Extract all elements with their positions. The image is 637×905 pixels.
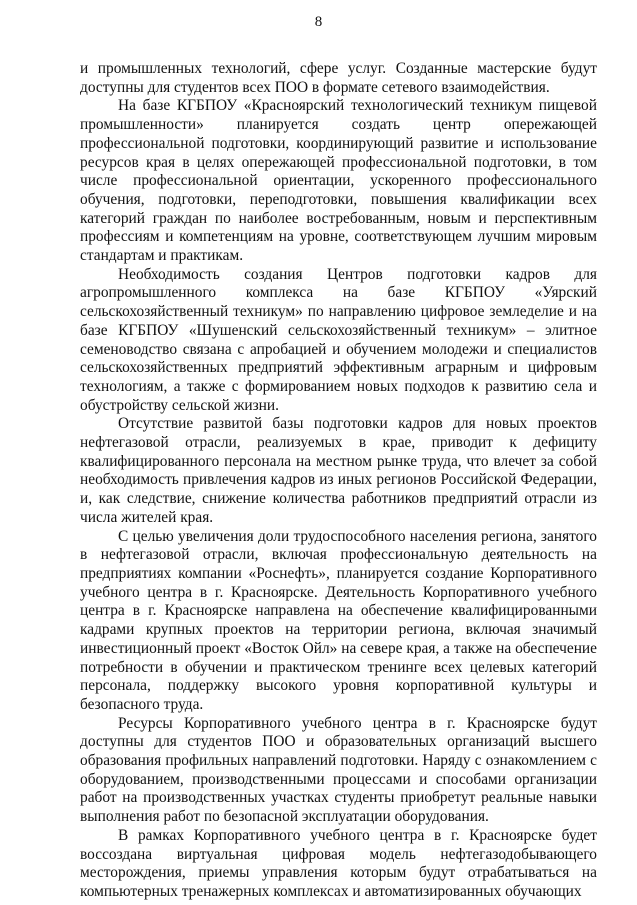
paragraph-education-center: На базе КГБПОУ «Красноярский технологический техникум пищевой промышленности» планируется создать центр опережающей профессиональной подготовки, координирующий развитие и использование ресурсов края в целях опережающей профессиональной подготовки, в том числе профессиональной ориентации, ускоренного профессионального обучения, подготовки, переподготовки, повышения квалификации всех категорий граждан по наиболее востребованным, новым и перспективным профессиям и компетенциям на уровне, соответствующем лучшим мировым стандартам и практикам. bbox=[80, 97, 597, 265]
paragraph-oil-gas-deficit: Отсутствие развитой базы подготовки кадров для новых проектов нефтегазовой отрасли, реализуемых в крае, приводит к дефициту квалифицированного персонала на местном рынке труда, что влечет за собой необходимость привлечения кадров из иных регионов Российской Федерации, и, как следствие, снижение количества работников предприятий отрасли из числа жителей края. bbox=[80, 415, 597, 526]
document-body bbox=[80, 60, 597, 902]
paragraph-continuation: и промышленных технологий, сфере услуг. Созданные мастерские будут доступны для студентов всех ПОО в формате сетевого взаимодействия. bbox=[80, 60, 597, 96]
paragraph-center-resources: Ресурсы Корпоративного учебного центра в г. Красноярске будут доступны для студентов ПОО и образовательных организаций высшего образования профильных направлений подготовки. Наряду с ознакомлением с оборудованием, производственными процессами и способами организации работ на производственных участках студенты приобретут реальные навыки выполнения работ по безопасной эксплуатации оборудования. bbox=[80, 714, 597, 826]
page-number: 8 bbox=[314, 14, 323, 30]
paragraph-corporate-center: С целью увеличения доли трудоспособного населения региона, занятого в нефтегазовой отрасли, включая профессиональную деятельность на предприятиях компании «Роснефть», планируется создание Корпоративного учебного центра в г. Красноярске. Деятельность Корпоративного учебного центра в г. Красноярске направлена на обеспечение квалифицированными кадрами крупных проектов на территории региона, включая значимый инвестиционный проект «Восток Ойл» на севере края, а также на обеспечение потребности в обучении и практическом тренинге всех целевых категорий персонала, поддержку высокого уровня корпоративной культуры и безопасного труда. bbox=[80, 527, 597, 713]
paragraph-virtual-model: В рамках Корпоративного учебного центра в г. Красноярске будет воссоздана виртуальная цифровая модель нефтегазодобывающего месторождения, приемы управления которым будут отрабатываться на компьютерных тренажерных комплексах и автоматизированных обучающих bbox=[80, 826, 597, 900]
paragraph-agro-centers: Необходимость создания Центров подготовки кадров для агропромышленного комплекса на базе КГБПОУ «Уярский сельскохозяйственный техникум» по направлению цифровое земледелие и на базе КГБПОУ «Шушенский сельскохозяйственный техникум» – элитное семеноводство связана с апробацией и обучением молодежи и специалистов сельскохозяйственных предприятий эффективным аграрным и цифровым технологиям, а также с формированием новых подходов к развитию села и обустройству сельской жизни. bbox=[80, 265, 597, 414]
